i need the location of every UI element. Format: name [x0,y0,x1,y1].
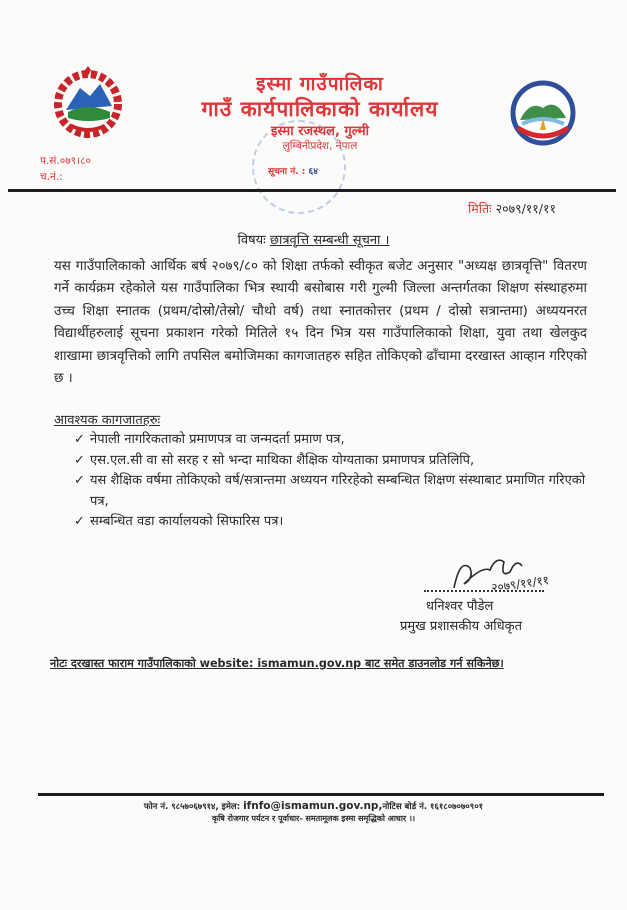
header-divider [8,189,616,192]
list-item [74,451,594,472]
date-value: २०७९/११/११ [495,201,557,216]
signatory-title: प्रमुख प्रशासकीय अधिकृत [400,619,523,634]
download-note: नोटः दरखास्त फाराम गाउँपालिकाको website: ismamun.gov.np बाट समेत डाउनलोड गर्न सकिनेछ। [50,657,504,670]
footer-notice-board: नोटिस बोर्ड नं. १६१८०७०७०९०१ [382,802,484,812]
list-item-text: एस.एल.सी वा सो सरह र सो भन्दा माथिका शैक्षिक योग्यताका प्रमाणपत्र प्रतिलिपि, [90,452,475,468]
signatory-name: धनिश्वर पौडेल [426,599,494,614]
notice-number [268,164,318,177]
signature-date: २०७९/११/११ [490,573,550,595]
footer-contact [0,800,627,812]
letter-subject [0,230,627,248]
subject-label: विषयः [237,233,266,248]
office-name: गाउँ कार्यपालिकाको कार्यालय [201,97,439,121]
checkmark-icon: ✓ [74,473,85,488]
list-item [74,430,594,451]
date-label: मितिः [468,201,492,216]
footer-slogan: कृषि रोजगार पर्यटन र पूर्वाधार- समतामूलक इस्मा समृद्धिको आधार ।। [211,814,416,823]
nepal-government-emblem-icon [52,66,124,138]
required-documents-list [74,430,594,533]
subject-text: छात्रवृत्ति सम्बन्धी सूचना । [269,233,390,248]
municipality-name: इस्मा गाउँपालिका [256,73,384,95]
checkmark-icon: ✓ [74,514,85,529]
signature-line [424,590,544,592]
footer-email-label: इमेल: [221,802,241,812]
list-item-text: सम्बन्धित वडा कार्यालयको सिफारिस पत्र। [90,514,284,529]
list-item-text: यस शैक्षिक वर्षमा तोकिएको वर्ष/सत्रान्तमा अध्ययन गरिरहेको सम्बन्धित शिक्षण संस्थाबाट प्रमाणित गरिएको पत्र, [90,473,586,509]
notice-number-label: सूचना नं. : [268,167,306,177]
office-address: इस्मा रजस्थल, गुल्मी [270,124,370,139]
body-paragraph: यस गाउँपालिकाको आर्थिक बर्ष २०७९/८० को शिक्षा तर्फको स्वीकृत बजेट अनुसार "अध्यक्ष छात्रवृत्ति" वितरण गर्ने कार्यक्रम रहेकोले यस गाउँपालिका भित्र स्थायी बसोबास गरी गुल्मी जिल्ला अन्तर्गतका शिक्षण संस्थाहरुमा उच्च शिक्षा स्नातक (प्रथम/दोस्रो/तेस्रो/ चौथो वर्ष) तथा स्नातकोत्तर (प्रथम / दोस्रो सत्रान्तमा) अध्ययनरत विद्यार्थीहरुलाई सूचना प्रकाशन गरेको मितिले १५ दिन भित्र यस गाउँपालिकाको शिक्षा, युवा तथा खेलकुद शाखामा छात्रवृत्तिको लागि तपसिल बमोजिमका कागजातहरु सहित तोकिएको ढाँचामा दरखास्त आव्हान गरिएको छ । [54,259,587,387]
reference-number: प.सं.०७९।८० [40,155,92,167]
letter-date [468,200,556,217]
list-item [74,512,594,533]
ismamun-logo-icon [510,80,576,146]
required-documents-title: आवश्यक कागजातहरुः [54,413,161,428]
footer-email[interactable]: ifnfo@ismamun.gov.np, [243,800,383,812]
checkmark-icon: ✓ [74,452,85,468]
list-item-text: नेपाली नागरिकताको प्रमाणपत्र वा जन्मदर्ता प्रमाण पत्र, [90,432,345,447]
footer-phone: फोन नं. ९८५७०६७९१४, [143,802,219,812]
list-item [74,471,594,512]
dispatch-number: च.नं.: [40,171,63,183]
checkmark-icon: ✓ [74,432,85,447]
province-country: लुम्बिनीप्रदेश, नेपाल [282,140,358,152]
footer-divider [38,793,604,796]
notice-number-value: ६४ [308,167,318,177]
